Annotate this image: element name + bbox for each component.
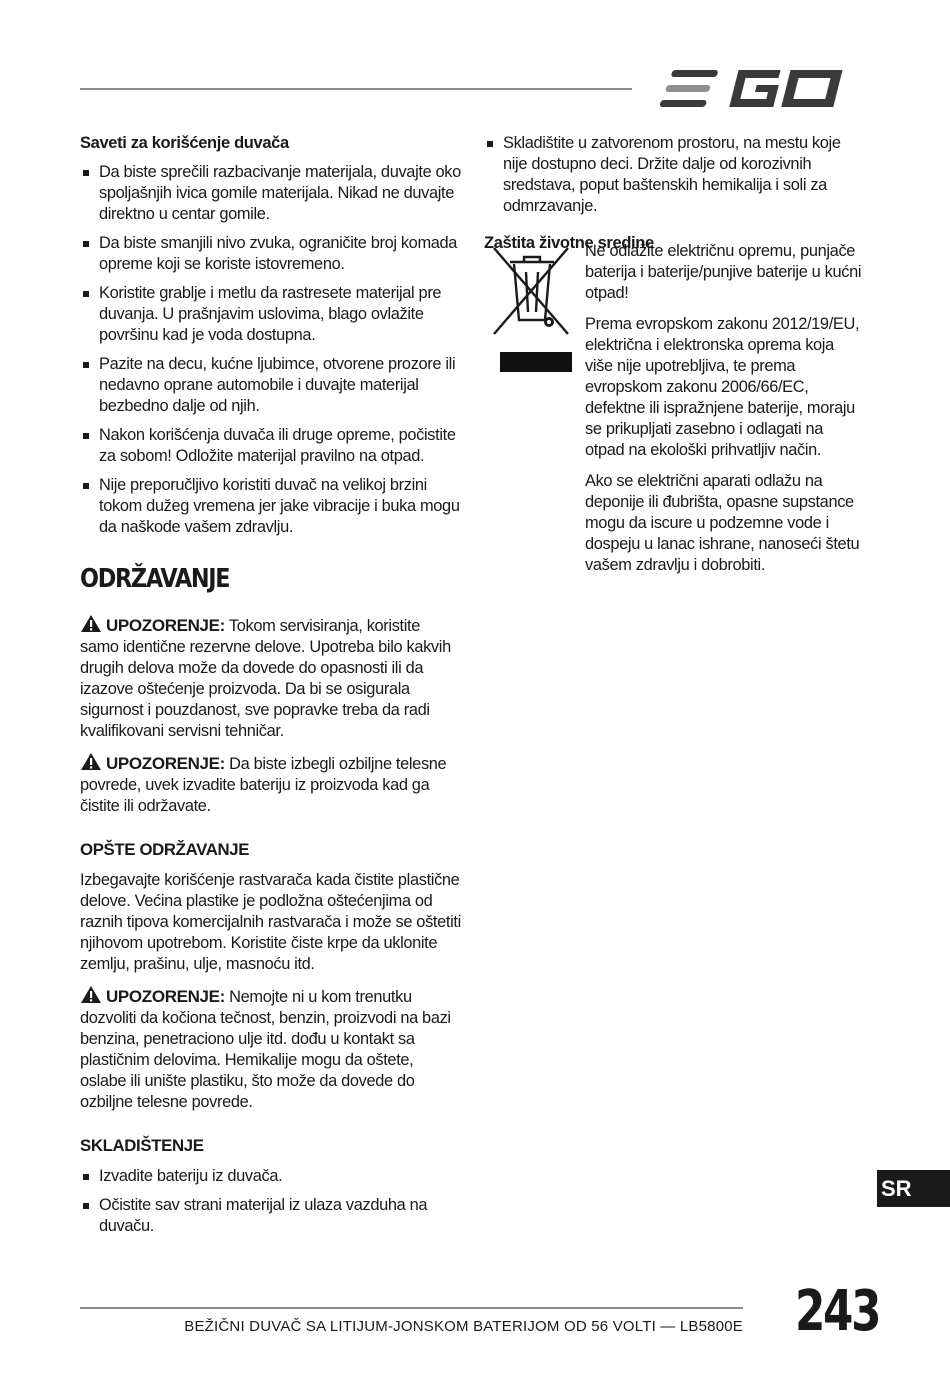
warning-block [80,985,462,1113]
header-rule [80,88,632,90]
warning-triangle-icon [80,614,102,633]
environment-text [585,241,863,586]
environment-paragraph: Ako se električni aparati odlažu na deponije ili đubrišta, opasne supstance mogu da iscure u podzemne vode i dospeju u lanac ishrane, nanoseći štetu vašem zdravlju i dobrobiti. [585,472,860,574]
weee-black-bar [500,352,572,372]
list-item: Nakon korišćenja duvača ili druge opreme, počistite za sobom! Odložite materijal pravilno na otpad. [80,425,462,467]
bullet-square-icon [83,433,89,439]
list-item: Skladištite u zatvorenom prostoru, na mestu koje nije dostupno deci. Držite dalje od korozivnih sredstava, poput baštenskih hemikalija i soli za odmrzavanje. [484,133,864,217]
list-item: Da biste sprečili razbacivanje materijala, duvajte oko spoljašnjih ivica gomile materijala. Nikad ne duvajte direktno u centar gomile. [80,162,462,225]
storage-heading: SKLADIŠTENJE [80,1136,204,1155]
bullet-square-icon [83,170,89,176]
warning-block [80,614,462,742]
general-maintenance-text: Izbegavajte korišćenje rastvarača kada čistite plastične delove. Većina plastike je podložna oštećenjima od raznih tipova komercijalnih rastvarača i može se oštetiti njihovom upotrebom. Koristite čiste krpe da uklonite zemlju, prašinu, ulje, masnoću itd. [80,871,461,973]
bullet-square-icon [487,141,493,147]
storage-list-continued [484,133,864,217]
warning-label: UPOZORENJE: [106,987,225,1006]
general-maintenance-heading: OPŠTE ODRŽAVANJE [80,840,250,859]
list-item: Izvadite bateriju iz duvača. [80,1166,462,1187]
environment-paragraph: Prema evropskom zakonu 2012/19/EU, električna i elektronska oprema koja više nije upotrebljiva, te prema evropskom zakonu 2006/66/EC, defektne ili ispražnjene baterije, moraju se prikupljati zasebno i odlagati na otpad na ekološki prihvatljiv način. [585,315,860,459]
footer-title: BEŽIČNI DUVAČ SA LITIJUM-JONSKOM BATERIJOM OD 56 VOLTI — LB5800E [184,1318,743,1335]
left-column [80,133,462,1245]
bullet-square-icon [83,241,89,247]
list-item: Da biste smanjili nivo zvuka, ograničite broj komada opreme koji se koriste istovremeno. [80,233,462,275]
maintenance-title: ODRŽAVANJE [80,564,230,594]
bullet-square-icon [83,1174,89,1180]
tips-list [80,162,462,538]
warning-text: Nemojte ni u kom trenutku dozvoliti da kočiona tečnost, benzin, proizvodi na bazi benzina, penetraciono ulje itd. dođu u kontakt sa plastičnim delovima. Hemikalije mogu da oštete, oslabe ili unište plastiku, što može da dovede do ozbiljne telesne povrede. [80,988,451,1111]
list-item: Koristite grablje i metlu da rastresete materijal pre duvanja. U prašnjavim uslovima, blago ovlažite površinu kad je voda dostupna. [80,283,462,346]
ego-logo [650,64,862,112]
list-item: Nije preporučljivo koristiti duvač na velikoj brzini tokom dužeg vremena jer jake vibracije i buka mogu da naškode vašem zdravlju. [80,475,462,538]
bullet-square-icon [83,483,89,489]
crossed-out-wheelie-bin-icon [490,242,572,338]
warning-text: Da biste izbegli ozbiljne telesne povrede, uvek izvadite bateriju iz proizvoda kad ga čistite ili održavate. [80,755,447,815]
warning-label: UPOZORENJE: [106,754,225,773]
bullet-square-icon [83,1203,89,1209]
footer-rule [80,1307,743,1309]
storage-list [80,1166,462,1237]
bullet-square-icon [83,291,89,297]
bullet-square-icon [83,362,89,368]
warning-triangle-icon [80,985,102,1004]
list-item: Očistite sav strani materijal iz ulaza vazduha na duvaču. [80,1195,462,1237]
warning-text: Tokom servisiranja, koristite samo identične rezervne delove. Upotreba bilo kakvih drugih delova može da dovede do opasnosti ili da izazove oštećenje proizvoda. Da bi se osigurala sigurnost i pouzdanost, sve popravke treba da radi kvalifikovani servisni tehničar. [80,617,451,740]
tips-heading: Saveti za korišćenje duvača [80,134,289,152]
list-item: Pazite na decu, kućne ljubimce, otvorene prozore ili nedavno oprane automobile i duvajte materijal bezbedno dalje od njih. [80,354,462,417]
environment-heading: Zaštita životne sredine [484,234,654,252]
warning-triangle-icon [80,752,102,771]
warning-label: UPOZORENJE: [106,616,225,635]
warning-block [80,752,462,817]
page-number: 243 [795,1279,880,1344]
language-tab: SR [877,1170,950,1207]
environment-paragraph: Ne odlažite električnu opremu, punjače baterija i baterije/punjive baterije u kućni otpad! [585,242,862,302]
